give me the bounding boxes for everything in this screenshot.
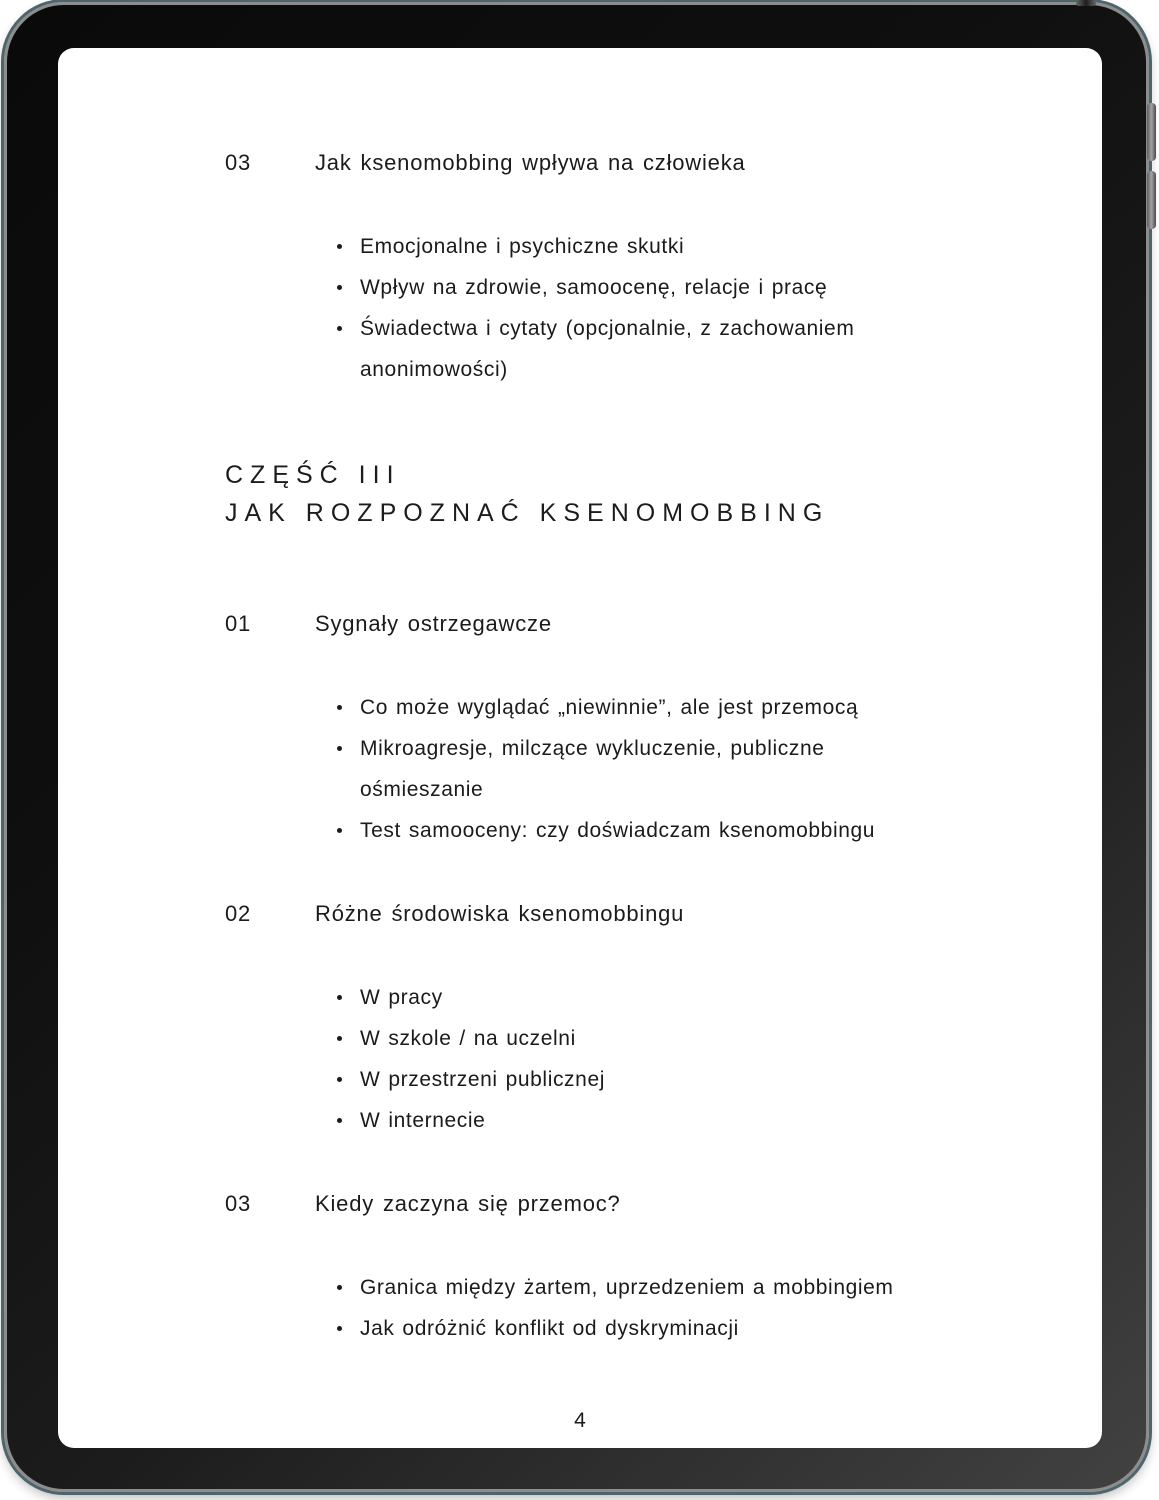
part-heading-line1: CZĘŚĆ III: [225, 461, 401, 489]
bullet-list: [337, 226, 1046, 390]
bullet-list: [337, 1267, 1046, 1349]
bullet-dot-icon: [337, 1326, 342, 1331]
list-item: [337, 1100, 1046, 1141]
bullet-list: [337, 687, 1046, 851]
section-heading: [225, 901, 1046, 927]
bullet-text: W internecie: [360, 1109, 486, 1132]
part-heading-line2: JAK ROZPOZNAĆ KSENOMOBBING: [225, 499, 830, 527]
bullet-list: [337, 977, 1046, 1141]
toc-section: [225, 1191, 1046, 1349]
volume-down-button: [1147, 171, 1156, 229]
bullet-dot-icon: [337, 1118, 342, 1123]
list-item: [337, 1267, 1046, 1308]
toc-section: [225, 150, 1046, 390]
section-number: 03: [225, 1191, 252, 1216]
list-item: [337, 1059, 1046, 1100]
bullet-dot-icon: [337, 285, 342, 290]
bullet-dot-icon: [337, 244, 342, 249]
bullet-dot-icon: [337, 746, 342, 751]
list-item: [337, 1308, 1046, 1349]
list-item: [337, 687, 1046, 728]
section-heading: [225, 150, 1046, 176]
bullet-text: Co może wyglądać „niewinnie”, ale jest przemocą: [360, 696, 859, 719]
bullet-text: W pracy: [360, 986, 443, 1009]
section-number: 03: [225, 150, 252, 175]
page-number: 4: [574, 1409, 586, 1432]
bullet-dot-icon: [337, 1285, 342, 1290]
bullet-text: Jak odróżnić konflikt od dyskryminacji: [360, 1317, 739, 1340]
list-item: [337, 810, 1046, 851]
part-heading: [225, 456, 1046, 532]
toc-section: [225, 611, 1046, 851]
bullet-text: Granica między żartem, uprzedzeniem a mobbingiem: [360, 1276, 894, 1299]
bullet-text: W szkole / na uczelni: [360, 1027, 576, 1050]
list-item: [337, 1018, 1046, 1059]
list-item: [337, 728, 1046, 810]
bullet-text: W przestrzeni publicznej: [360, 1068, 605, 1091]
bullet-dot-icon: [337, 1036, 342, 1041]
toc-page: [58, 48, 1102, 1448]
list-item: [337, 226, 1046, 267]
bullet-text: Świadectwa i cytaty (opcjonalnie, z zachowaniem anonimowości): [360, 317, 855, 381]
section-number: 01: [225, 611, 252, 636]
section-heading: [225, 611, 1046, 637]
list-item: [337, 977, 1046, 1018]
bullet-text: Wpływ na zdrowie, samoocenę, relacje i pracę: [360, 276, 828, 299]
bullet-dot-icon: [337, 1077, 342, 1082]
bullet-dot-icon: [337, 326, 342, 331]
list-item: [337, 308, 1046, 390]
bullet-text: Emocjonalne i psychiczne skutki: [360, 235, 685, 258]
bullet-dot-icon: [337, 828, 342, 833]
bullet-text: Test samooceny: czy doświadczam ksenomobbingu: [360, 819, 876, 842]
list-item: [337, 267, 1046, 308]
bullet-dot-icon: [337, 995, 342, 1000]
bullet-dot-icon: [337, 705, 342, 710]
section-heading: [225, 1191, 1046, 1217]
toc-section: [225, 901, 1046, 1141]
tablet-screen: [58, 48, 1102, 1448]
section-title: Sygnały ostrzegawcze: [315, 611, 552, 636]
volume-up-button: [1147, 103, 1156, 161]
power-button: [1076, 0, 1096, 6]
bullet-text: Mikroagresje, milczące wykluczenie, publiczne ośmieszanie: [360, 737, 825, 801]
section-title: Kiedy zaczyna się przemoc?: [315, 1191, 621, 1216]
section-number: 02: [225, 901, 252, 926]
section-title: Różne środowiska ksenomobbingu: [315, 901, 685, 926]
section-title: Jak ksenomobbing wpływa na człowieka: [315, 150, 746, 175]
